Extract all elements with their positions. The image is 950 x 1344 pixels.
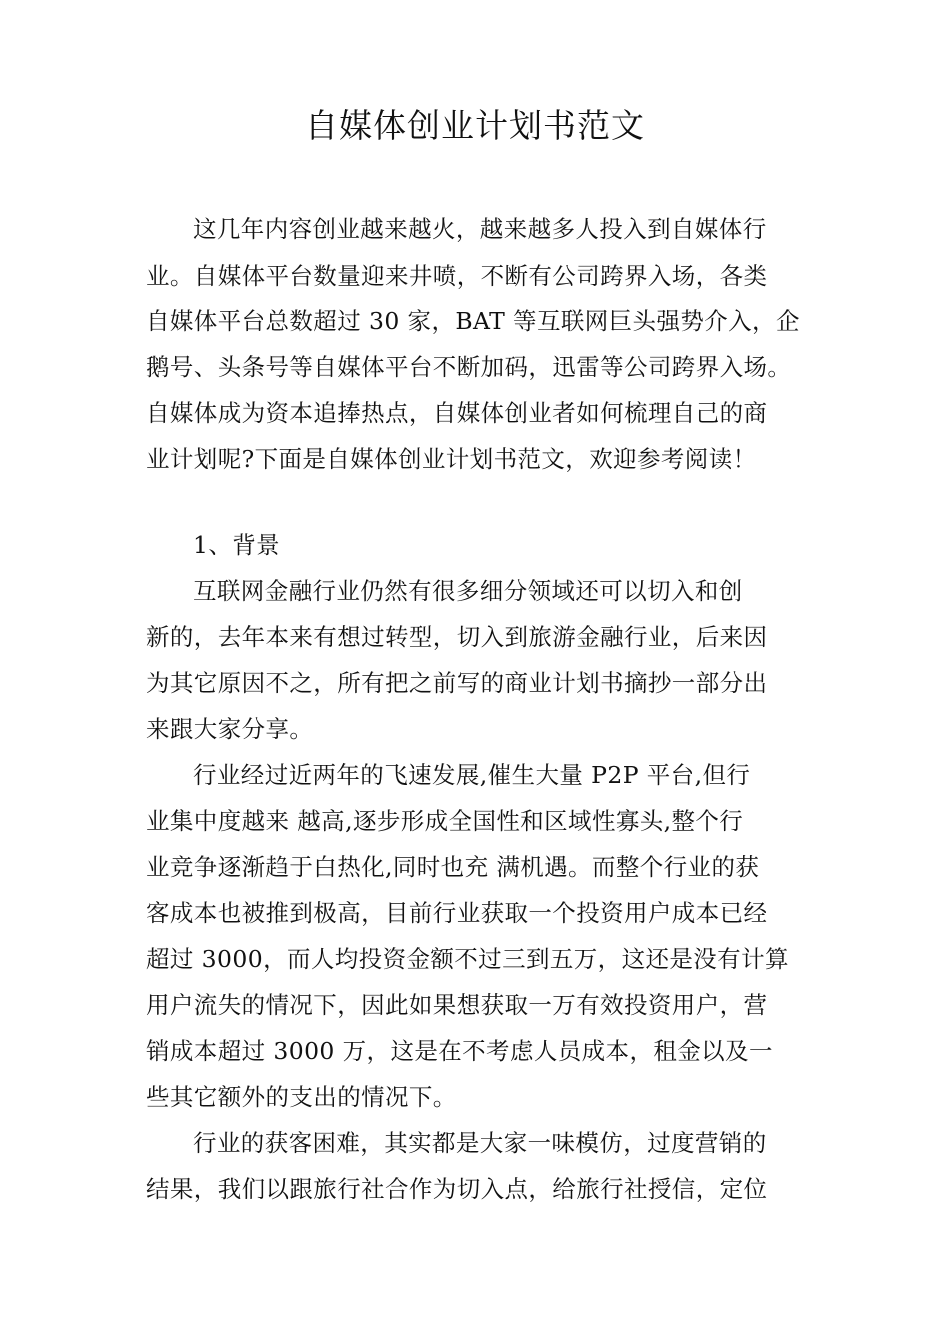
document-title: 自媒体创业计划书范文 (305, 106, 645, 145)
section-heading-background: 1、背景 (193, 531, 281, 559)
background-paragraph-1-line-3: 为其它原因不之，所有把之前写的商业计划书摘抄一部分出 (146, 669, 768, 697)
background-paragraph-2-line-2: 业集中度越来 越高,逐步形成全国性和区域性寡头,整个行 (146, 807, 744, 835)
background-paragraph-1-line-4: 来跟大家分享。 (146, 715, 314, 743)
background-paragraph-3-line-2: 结果，我们以跟旅行社合作为切入点，给旅行社授信，定位 (146, 1175, 768, 1203)
background-paragraph-2-line-3: 业竞争逐渐趋于白热化,同时也充 满机遇。而整个行业的获 (146, 853, 760, 881)
background-paragraph-2-line-5: 超过 3000，而人均投资金额不过三到五万，这还是没有计算 (146, 945, 789, 973)
background-paragraph-2-line-8: 些其它额外的支出的情况下。 (146, 1083, 457, 1111)
intro-paragraph-line-1: 这几年内容创业越来越火，越来越多人投入到自媒体行 (193, 215, 767, 243)
background-paragraph-2-line-7: 销成本超过 3000 万，这是在不考虑人员成本，租金以及一 (146, 1037, 773, 1065)
intro-paragraph-line-3: 自媒体平台总数超过 30 家，BAT 等互联网巨头强势介入，企 (146, 307, 800, 335)
intro-paragraph-line-5: 自媒体成为资本追捧热点，自媒体创业者如何梳理自己的商 (146, 399, 768, 427)
background-paragraph-1-line-2: 新的，去年本来有想过转型，切入到旅游金融行业，后来因 (146, 623, 768, 651)
intro-paragraph-line-4: 鹅号、头条号等自媒体平台不断加码，迅雷等公司跨界入场。 (146, 353, 792, 381)
background-paragraph-2-line-6: 用户流失的情况下，因此如果想获取一万有效投资用户，营 (146, 991, 768, 1019)
background-paragraph-3-line-1: 行业的获客困难，其实都是大家一味模仿，过度营销的 (193, 1129, 767, 1157)
background-paragraph-1-line-1: 互联网金融行业仍然有很多细分领域还可以切入和创 (193, 577, 743, 605)
background-paragraph-2-line-4: 客成本也被推到极高，目前行业获取一个投资用户成本已经 (146, 899, 768, 927)
intro-paragraph-line-2: 业。自媒体平台数量迎来井喷，不断有公司跨界入场，各类 (146, 262, 768, 290)
intro-paragraph-line-6: 业计划呢?下面是自媒体创业计划书范文，欢迎参考阅读！ (146, 445, 757, 473)
background-paragraph-2-line-1: 行业经过近两年的飞速发展,催生大量 P2P 平台,但行 (193, 761, 751, 789)
